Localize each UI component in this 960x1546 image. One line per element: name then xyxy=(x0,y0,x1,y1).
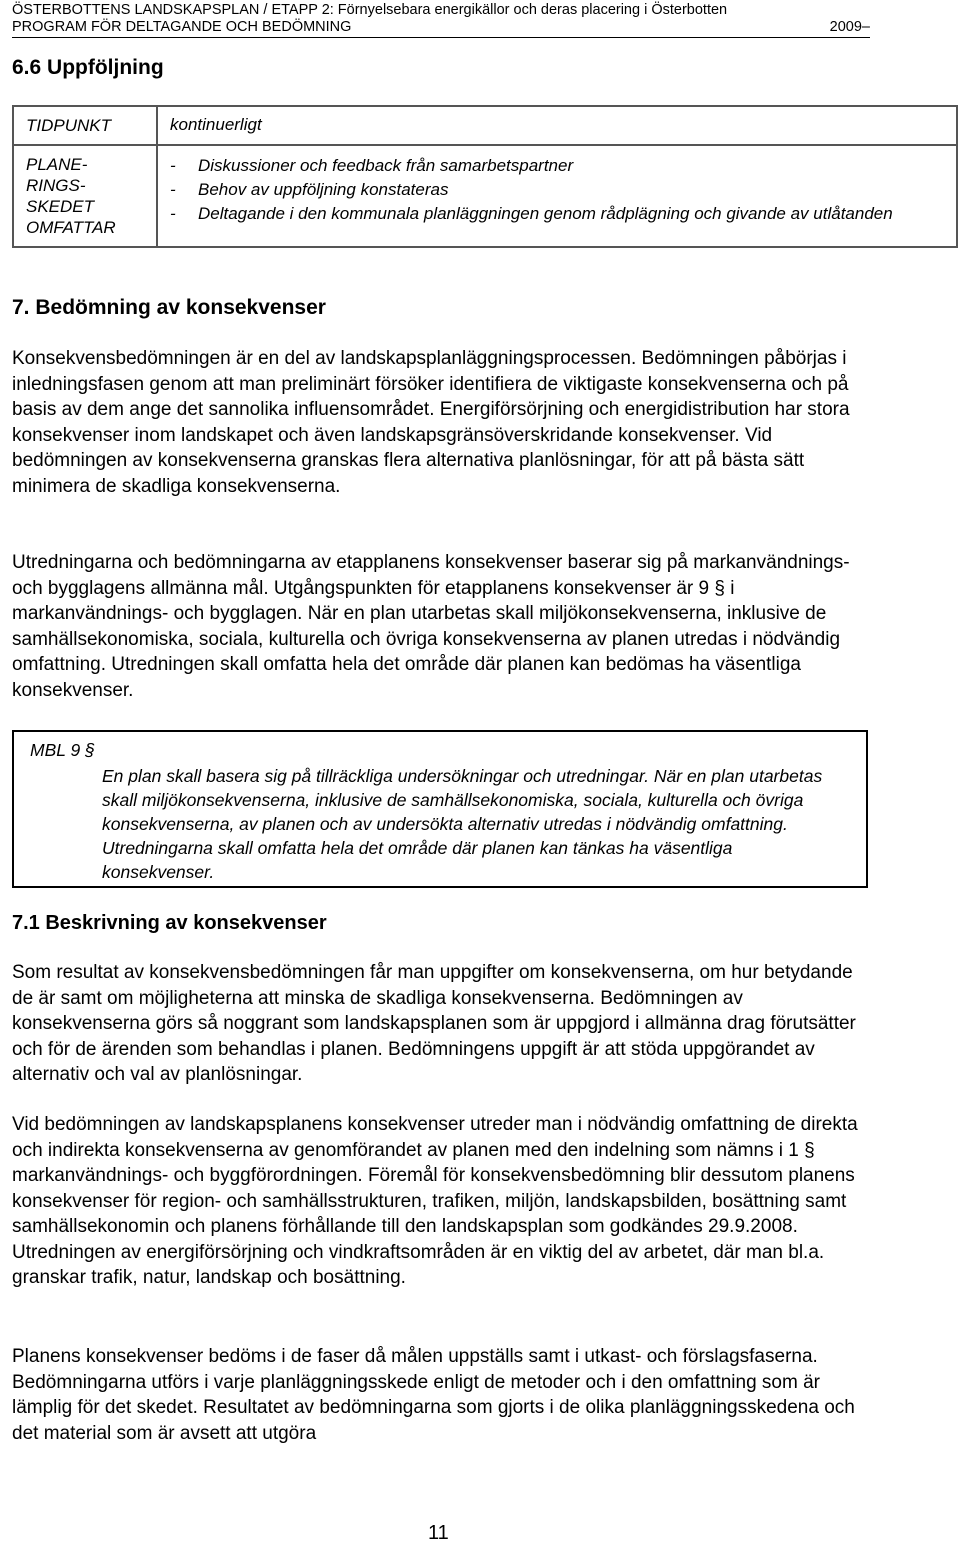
section-6-6-heading: 6.6 Uppföljning xyxy=(12,56,164,79)
header-program-title: PROGRAM FÖR DELTAGANDE OCH BEDÖMNING xyxy=(12,19,352,35)
table-row xyxy=(13,145,957,247)
table-row xyxy=(13,106,957,145)
section-7-1-paragraph-3: Planens konsekvenser bedöms i de faser då målen uppställs samt i utkast- och förslagsfaserna. Bedömningarna utförs i varje planläggningsskede enligt de metoder och i den omfattning som är lämplig för det skedet. Resultatet av bedömningarna som gjorts i de olika planläggningsskedena och det material som är avsett att utgöra xyxy=(12,1346,855,1444)
list-item xyxy=(170,202,956,226)
list-item xyxy=(170,178,956,202)
section-7-1-paragraph-1: Som resultat av konsekvensbedömningen får man uppgifter om konsekvenserna, om hur betydande de är samt om möjligheterna att minska de skadliga konsekvenserna. Bedömningen av konsekvenserna görs så noggrant som landskapsplanen som är uppgjord i allmänna drag förutsätter och för de ärenden som behandlas i planen. Bedömningens uppgift är att stöda uppgörandet av alternativ och val av planlösningar. xyxy=(12,962,856,1085)
running-header xyxy=(12,2,870,38)
scope-items-cell xyxy=(157,145,957,247)
list-item xyxy=(170,154,956,178)
dash-marker: - xyxy=(170,180,176,199)
section-7-paragraph-2: Utredningarna och bedömningarna av etapplanens konsekvenser baserar sig på markanvändnings- och bygglagens allmänna mål. Utgångspunkten för etapplanens konsekvenser är 9 § i markanvändnings- och bygglagen. När en plan utarbetas skall miljökonsekvenserna, inklusive de samhällsekonomiska, sociala, kulturella och övriga konsekvenserna av planen utredas i nödvändig omfattning. Utredningen skall omfatta hela det område där planen kan bedömas ha väsentliga konsekvenser. xyxy=(12,552,850,701)
header-year: 2009– xyxy=(829,19,870,35)
mbl-label: MBL 9 § xyxy=(30,740,95,760)
dash-marker: - xyxy=(170,204,176,223)
section-7-heading: 7. Bedömning av konsekvenser xyxy=(12,296,326,319)
list-item-text: Deltagande i den kommunala planläggningen genom rådplägning och givande av utlåtanden xyxy=(198,204,893,223)
dash-marker: - xyxy=(170,156,176,175)
page-number: 11 xyxy=(428,1522,449,1544)
timing-label-cell xyxy=(13,106,157,145)
mbl-quote-text: En plan skall basera sig på tillräckliga undersökningar och utredningar. När en plan utarbetas skall miljökonsekvenserna, inklusive de samhällsekonomiska, sociala, kulturella och övriga konsekvenserna, av planen och av undersökta alternativ utredas i nödvändig omfattning. Utredningarna skall omfatta hela det område där planen kan tänkas ha väsentliga konsekvenser. xyxy=(102,766,823,882)
list-item-text: Diskussioner och feedback från samarbetspartner xyxy=(198,156,574,175)
section-7-1-heading: 7.1 Beskrivning av konsekvenser xyxy=(12,912,327,934)
section-7-paragraph-1: Konsekvensbedömningen är en del av landskapsplanläggningsprocessen. Bedömningen påbörjas i inledningsfasen genom att man preliminärt försöker identifiera de viktigaste konsekvenserna och på basis av dem ange det sannolika influensområdet. Energiförsörjning och energidistribution har stora konsekvenser inom landskapet och även landskapsgränsöverskridande konsekvenser. Vid bedömningen av konsekvenserna granskas flera alternativa planlösningar, för att på bästa sätt minimera de skadliga konsekvenserna. xyxy=(12,348,850,497)
list-item-text: Behov av uppföljning konstateras xyxy=(198,180,449,199)
mbl-quote-box xyxy=(12,730,868,888)
timing-value: kontinuerligt xyxy=(170,115,262,134)
timing-value-cell xyxy=(157,106,957,145)
follow-up-table xyxy=(12,105,958,248)
header-line-1: ÖSTERBOTTENS LANDSKAPSPLAN / ETAPP 2: Förnyelsebara energikällor och deras placering i Österbotten xyxy=(12,2,728,18)
section-7-1-paragraph-2: Vid bedömningen av landskapsplanens konsekvenser utreder man i nödvändig omfattning de direkta och indirekta konsekvenserna av genomförandet av planen med den indelning som nämns i 1 § markanvändnings- och byggförordningen. Föremål för konsekvensbedömning blir dessutom planens konsekvenser för region- och samhällsstrukturen, trafiken, miljön, landskapsbilden, bosättning samt samhällsekonomin och planens förhållande till den landskapsplan som godkändes 29.9.2008. Utredningen av energiförsörjning och vindkraftsområden är en viktig del av arbetet, där man bl.a. granskar trafik, natur, landskap och bosättning. xyxy=(12,1114,858,1288)
header-line-2 xyxy=(12,19,870,36)
scope-label: PLANE- RINGS- SKEDET OMFATTAR xyxy=(26,155,116,237)
timing-label: TIDPUNKT xyxy=(26,116,111,135)
scope-label-cell xyxy=(13,145,157,247)
scope-list xyxy=(170,154,956,226)
